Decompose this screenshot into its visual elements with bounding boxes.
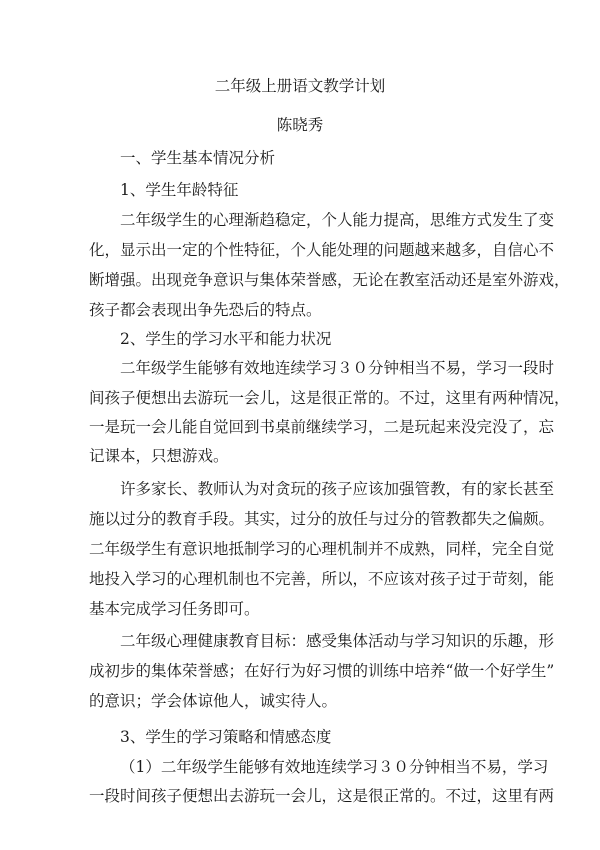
paragraph-line: 的意识；学会体谅他人，诚实待人。	[89, 692, 338, 710]
author-name: 陈晓秀	[276, 116, 324, 134]
paragraph-line: 间孩子便想出去游玩一会儿，这是很正常的。不过，这里有两种情况，	[89, 389, 570, 407]
section-heading: 一、学生基本情况分析	[120, 149, 276, 167]
paragraph-line: 二年级学生的心理渐趋稳定，个人能力提高，思维方式发生了变	[120, 211, 555, 229]
paragraph-line: 断增强。出现竞争意识与集体荣誉感，无论在教室活动还是室外游戏，	[89, 271, 570, 289]
subsection-heading-2: 2、学生的学习水平和能力状况	[120, 330, 332, 348]
paragraph-line: 二年级心理健康教育目标：感受集体活动与学习知识的乐趣，形	[120, 632, 555, 650]
paragraph-line: 许多家长、教师认为对贪玩的孩子应该加强管教，有的家长甚至	[120, 480, 555, 498]
paragraph-line: 二年级学生有意识地抵制学习的心理机制并不成熟，同样，完全自觉	[89, 540, 555, 558]
paragraph-line: 二年级学生能够有效地连续学习３０分钟相当不易，学习一段时	[120, 359, 555, 377]
paragraph-line: 成初步的集体荣誉感；在好行为好习惯的训练中培养“做一个好学生”	[89, 662, 555, 680]
paragraph-line: 基本完成学习任务即可。	[89, 600, 260, 618]
paragraph-line: 施以过分的教育手段。其实，过分的放任与过分的管教都失之偏颇。	[89, 510, 555, 528]
document-title: 二年级上册语文教学计划	[214, 77, 386, 95]
paragraph-line: 一段时间孩子便想出去游玩一会儿，这是很正常的。不过，这里有两	[89, 787, 555, 805]
paragraph-line: （1）二年级学生能够有效地连续学习３０分钟相当不易，学习	[120, 758, 549, 776]
paragraph-line: 孩子都会表现出争先恐后的特点。	[89, 301, 322, 319]
subsection-heading-1: 1、学生年龄特征	[120, 181, 239, 199]
paragraph-line: 记课本，只想游戏。	[89, 447, 229, 465]
subsection-heading-3: 3、学生的学习策略和情感态度	[120, 728, 332, 746]
paragraph-line: 地投入学习的心理机制也不完善，所以，不应该对孩子过于苛刻，能	[89, 570, 555, 588]
paragraph-line: 一是玩一会儿能自觉回到书桌前继续学习，二是玩起来没完没了，忘	[89, 418, 555, 436]
paragraph-line: 化，显示出一定的个性特征，个人能处理的问题越来越多，自信心不	[89, 241, 555, 259]
